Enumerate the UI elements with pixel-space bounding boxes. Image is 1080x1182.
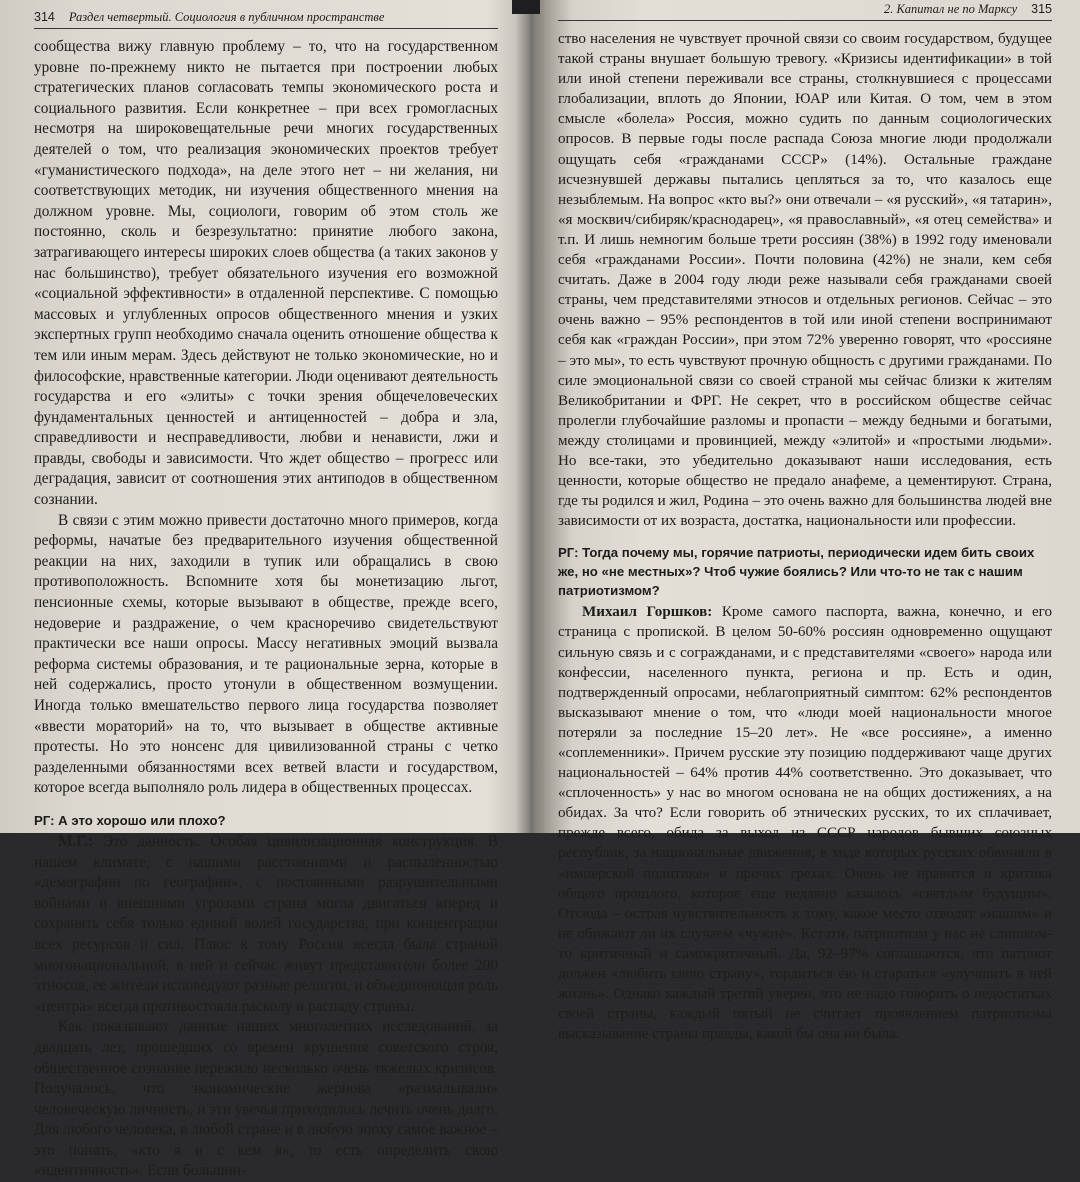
left-paragraph-2: В связи с этим можно привести достаточно много примеров, когда реформы, начатые без предварительного изучения общественной реакции на них, заходили в тупик или обращались в свою противоположность. Вспомните хотя бы монетизацию льгот, пенсионные схемы, которые вызывают в обществе, прежде всего, недоверие и раздражение, о чем красноречиво свидетельствуют практически все наши опросы. Массу негативных эмоций вызвала реформа системы образования, и те рациональные зерна, которые в ней содержались, просто утонули в общественном возмущении. Иногда только вмешательство первого лица государства позволяет «ввести мораторий» на то, что вызывает в обществе активные протесты. Но это нонсенс для цивилизованной страны с четко разделенными обязанностями всех ветвей власти и государством, которое всегда выполняло роль лидера в общественных процессах.: [34, 511, 498, 797]
right-running-head: [558, 2, 1052, 21]
left-paragraph-last: Как показывают данные наших многолетних исследований, за двадцать лет, прошедших со времен крушения советского строя, общественное сознание пережило несколько очень тяжелых кризисов. Получалось, что экономические жернова «размалывали» человеческую личность, и эти увечья приходилось лечить очень долго. Для любого человека, в любой стране и в любую эпоху самое важное – это понять, «кто я и с кем я», то есть определить свою «идентичность». Если большин-: [34, 1018, 498, 1180]
left-running-head: [34, 10, 498, 29]
left-page: [0, 0, 522, 1180]
left-paragraph-1: сообщества вижу главную проблему – то, что на государственном уровне по-прежнему никто не пытается при построении любых стратегических планов согласовать темпы экономического роста и социального развития. Если конкретнее – при всех громогласных несмотря на широковещательные речи многих государственных деятелей о том, что реализация экономических проектов требует «гуманистического подхода», на деле этого нет – ни желания, ни соответствующих методик, ни изучения общественного мнения на должном уровне. Мы, социологи, говорим об этом столь же постоянно, сколь и безрезультатно: принятие любого закона, затрагивающего интересы широких слоев общества (а таких законов у нас большинство), требует обязательного изучения его возможной «социальной эффективности» в отдаленной перспективе. С помощью массовых и углубленных опросов общественного мнения и узких экспертных групп необходимо сначала оценить отношение общества к тем или иным мерам. Здесь действуют не только экономические, но и философские, нравственные категории. Люди оценивают деятельность государства и его «элиты» с точки зрения общечеловеческих фундаментальных ценностей и антиценностей – добра и зла, справедливости и несправедливости, любви и ненависти, лжи и правды, свободы и зависимости. Что ждет общество – прогресс или деградация, зависит от соотношения этих антиподов в общественном сознании.: [34, 38, 498, 509]
right-running-head-title: 2. Капитал не по Марксу: [883, 2, 1018, 16]
left-answer: [34, 832, 498, 1017]
right-answer-speaker: Михаил Горшков:: [582, 604, 713, 621]
left-answer-text: Это данность. Особая цивилизационная конструкция. В нашем климате, с нашими расстояниями и распыленностью «демографии по географии», с постоянными разрушительными войнами и внешними угрозами страна могла двигаться вперед и сохранять себя только единой волей государства, при концентрации всех ресурсов и сил. Плюс к тому Россия всегда была страной многонациональной, в ней и сейчас живут представители более 200 этносов, ее жители исповедуют разные религии, и объединяющая роль «центра» всегда противостояла расколу и распаду страны.: [34, 832, 498, 1015]
right-page: [538, 0, 1080, 1043]
background-corner: [512, 0, 540, 14]
left-running-head-title: Раздел четвертый. Социология в публичном пространстве: [68, 10, 385, 24]
right-paragraph-1: ство населения не чувствует прочной связи со своим государством, будущее такой страны внушает большую тревогу. «Кризисы идентификации» в той или иной степени переживали все страны, столкнувшиеся с процессами глобализации, вплоть до Японии, ЮАР или Китая. О том, чем в этом смысле «болела» Россия, можно судить по данным социологических опросов. В первые годы после распада Союза многие люди продолжали ощущать себя «гражданами СССР» (14%). Остальные граждане исчезнувшей державы пытались цепляться за то, что казалось еще незыблемым. На вопрос «кто вы?» они отвечали – «я русский», «я татарин», «я москвич/сибиряк/краснодарец», «я православный», «я отец семейства» и т.п. И лишь немногим больше трети россиян (38%) в 1992 году именовали себя «гражданами России». Почти половина (42%) не знали, кем себя считать. Даже в 2004 году люди реже называли себя гражданами своей страны, чем представителями этносов и отдельных регионов. Сейчас – это очень важно – 95% респондентов в той или иной степени воспринимают себя как «граждан России», при этом 72% уверенно говорят, что «россияне – это мы», то есть чувствуют прочную общность с другими гражданами. По силе эмоциональной связи со своей страной мы сейчас близки к жителям Великобритании и ФРГ. Не секрет, что в российском обществе сейчас пролегли глубочайшие разломы и пропасти – между бедными и богатыми, между столицами и провинцией, между «элитой» и «простыми людьми». Но все-таки, это убедительно доказывают наши исследования, есть ценности, которые общество не предало анафеме, а цементируют. Страна, где ты родился и жил, Родина – это очень важно для большинства людей вне зависимости от их возраста, достатка, национальности или профессии.: [558, 31, 1052, 530]
left-body-text: [34, 37, 498, 1182]
left-page-number: 314: [34, 10, 55, 24]
right-question: РГ: Тогда почему мы, горячие патриоты, периодически идем бить своих же, но «не местных»? Чтоб чужие боялись? Или что-то не так с нашим патриотизмом?: [558, 545, 1035, 599]
left-answer-speaker: М.Г.:: [58, 832, 94, 850]
right-body-text: [558, 29, 1052, 1044]
right-answer-text: Кроме самого паспорта, важна, конечно, и его страница с пропиской. В целом 50-60% россиян одновременно ощущают сильную связь и с согражданами, и с представителями «своего» народа или конфессии, населенного пункта, региона и пр. Есть и один, подтвержденный опросами, неблагоприятный симптом: 62% респондентов высказывают мнение о том, что «люди моей национальности многое потеряли за последние 15–20 лет». Не «все россияне», а именно «соплеменники». Причем русские эту позицию поддерживают чаще других национальностей – 64% против 44% соответственно. Это доказывает, что «сплоченность» у нас во многом основана не на общих достижениях, а на обидах. За что? Если говорить об этнических русских, то их сплачивает, прежде всего, обида за выход из СССР народов бывших союзных республик, за национальные движения, в ходе которых русских обвиняли в «имперской политике» и прочих грехах. Очень не нравится и критика общего прошлого, которое еще недавно казалось «светлым будущим». Отсюда – острая чувствительность к тому, какое место отводят «нашим» и не обижают ли их случаем «чужие». Кстати, патриотизм у нас не слишком-то критичный и самокритичный. Да, 92–97% соглашаются, что патриот должен «любить свою страну», гордиться ею и стараться «улучшить в ней жизнь». Однако каждый третий уверен, что не надо говорить о недостатках своей страны, каждый пятый не считает проявлением патриотизма высказывание страны правды, какой бы она ни была.: [558, 604, 1052, 1043]
left-question: РГ: А это хорошо или плохо?: [34, 812, 226, 828]
right-answer: [558, 602, 1052, 1044]
right-page-number: 315: [1031, 2, 1052, 16]
